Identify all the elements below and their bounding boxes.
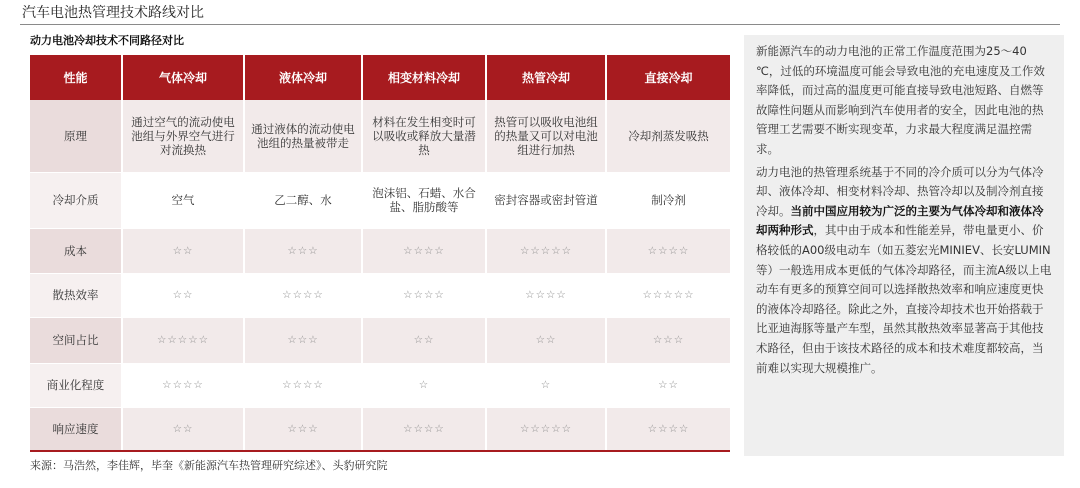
table-cell: 热管可以吸收电池组的热量又可以对电池组进行加热 [486,100,606,172]
comparison-table [30,55,730,451]
analysis-highlight: 当前中国应用较为广泛的主要为气体冷却和液体冷却两种形式 [756,203,1044,238]
star-rating: ☆☆☆☆ [244,273,362,317]
star-rating: ☆☆☆☆☆ [486,228,606,273]
analysis-text: 动力电池的热管理系统基于不同的冷介质可以分为气体冷却、液体冷却、相变材料冷却、热管冷却以及制冷剂直接冷却。 [756,164,1044,218]
star-rating: ☆☆☆☆ [606,407,730,450]
row-header-cell: 原理 [30,100,122,172]
page-title: 汽车电池热管理技术路线对比 [22,5,204,21]
row-header-cell: 冷却介质 [30,172,122,228]
row-header-cell: 空间占比 [30,317,122,363]
star-rating: ☆☆☆ [606,317,730,363]
row-header-cell: 商业化程度 [30,363,122,407]
row-header-cell: 散热效率 [30,273,122,317]
header-cell-liquid-cooling: 液体冷却 [244,55,362,100]
star-rating: ☆☆☆ [244,228,362,273]
table-row-commercialization [30,363,730,407]
table-header-row [30,55,730,100]
header-cell-direct-cooling: 直接冷却 [606,55,730,100]
header-cell-air-cooling: 气体冷却 [122,55,244,100]
source-note: 来源：马浩然，李佳辉，毕奎《新能源汽车热管理研究综述》、头豹研究院 [30,459,388,472]
star-rating: ☆☆☆☆ [606,228,730,273]
analysis-text: ，其中由于成本和性能差异，带电量更小、价格较低的A00级电动车（如五菱宏光MINIEV、长安LUMIN等）一般选用成本更低的气体冷却路径，而主流A级以上电动车有更多的预算空间可以选择散热效率和响应速度更快的液体冷却路径。除此之外，直接冷却技术也开始搭载于比亚迪海豚等量产车型，虽然其散热效率显著高于其他技术路径，但由于该技术路径的成本和技术难度都较高，当前难以实现大规模推广。 [756,223,1052,375]
table-row-cooling-medium [30,172,730,228]
table-title: 动力电池冷却技术不同路径对比 [30,34,184,47]
star-rating: ☆☆☆☆ [486,273,606,317]
header-cell-heat-pipe-cooling: 热管冷却 [486,55,606,100]
star-rating: ☆☆ [122,407,244,450]
table-cell: 通过液体的流动使电池组的热量被带走 [244,100,362,172]
table-cell: 通过空气的流动使电池组与外界空气进行对流换热 [122,100,244,172]
table-cell: 冷却剂蒸发吸热 [606,100,730,172]
table-row-space-ratio [30,317,730,363]
table-cell: 乙二醇、水 [244,172,362,228]
star-rating: ☆☆ [362,317,486,363]
star-rating: ☆☆☆☆☆ [606,273,730,317]
star-rating: ☆☆ [606,363,730,407]
star-rating: ☆ [362,363,486,407]
table-row-cost [30,228,730,273]
star-rating: ☆☆☆ [244,407,362,450]
row-header-cell: 响应速度 [30,407,122,450]
star-rating: ☆☆☆☆ [362,273,486,317]
star-rating: ☆☆ [486,317,606,363]
star-rating: ☆☆☆☆☆ [486,407,606,450]
row-header-cell: 成本 [30,228,122,273]
star-rating: ☆☆☆☆ [362,228,486,273]
table-cell: 泡沫铝、石蜡、水合盐、脂肪酸等 [362,172,486,228]
header-cell-phase-change-cooling: 相变材料冷却 [362,55,486,100]
table-row-principle [30,100,730,172]
table-row-response-speed [30,407,730,450]
star-rating: ☆☆☆☆ [244,363,362,407]
table-cell: 材料在发生相变时可以吸收或释放大量潜热 [362,100,486,172]
analysis-panel [744,35,1064,456]
star-rating: ☆☆☆☆ [362,407,486,450]
star-rating: ☆☆☆☆ [122,363,244,407]
table-cell: 空气 [122,172,244,228]
analysis-paragraph-2 [756,163,1052,379]
star-rating: ☆☆ [122,273,244,317]
table-cell: 制冷剂 [606,172,730,228]
table-bottom-rule [30,450,730,452]
star-rating: ☆☆ [122,228,244,273]
header-cell-performance: 性能 [30,55,122,100]
table-cell: 密封容器或密封管道 [486,172,606,228]
star-rating: ☆☆☆ [244,317,362,363]
star-rating: ☆☆☆☆☆ [122,317,244,363]
analysis-paragraph-1: 新能源汽车的动力电池的正常工作温度范围为25～40 ℃，过低的环境温度可能会导致电池的充电速度及工作效率降低，而过高的温度更可能直接导致电池短路、自燃等故障性问题从而影响到汽车使用者的安全，因此电池的热管理工艺需要不断实现变革，力求最大程度满足温控需求。 [756,44,1045,156]
table-row-heat-dissipation-efficiency [30,273,730,317]
star-rating: ☆ [486,363,606,407]
title-divider [20,24,1060,25]
